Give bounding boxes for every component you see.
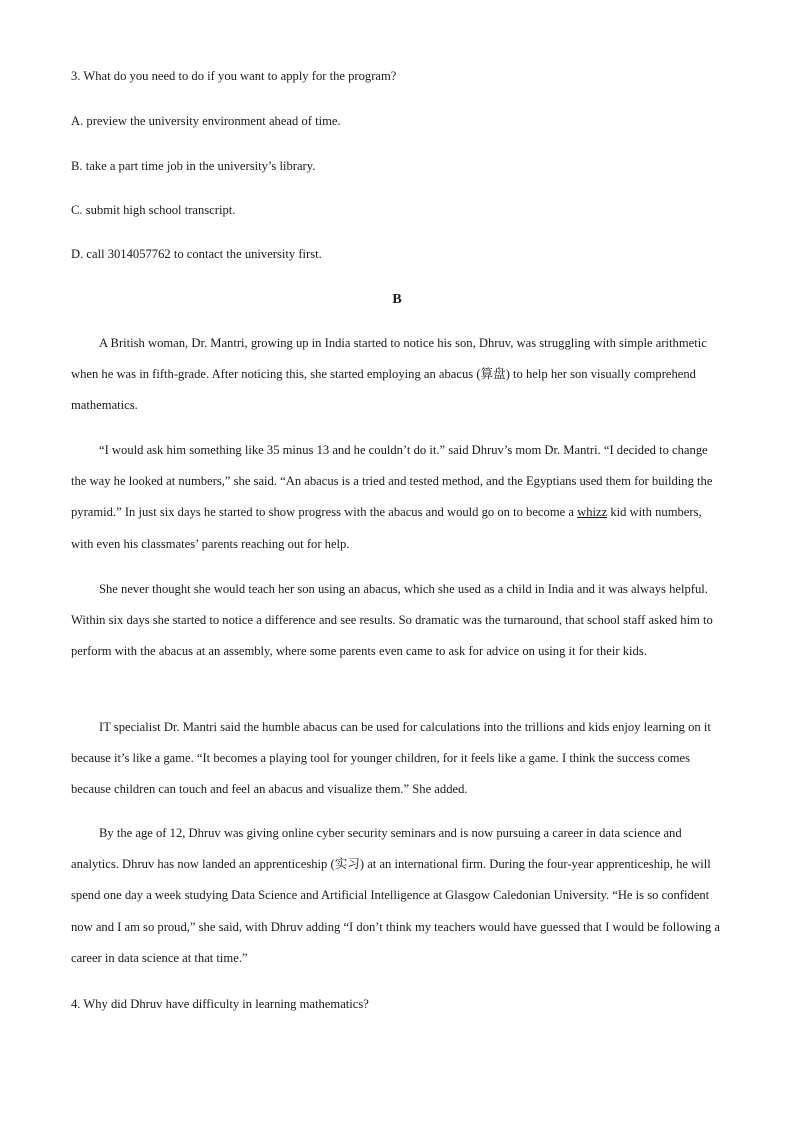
paragraph-2-text-end: kid with numbers, with even his classmates’ parents reaching out for help. [71, 505, 702, 551]
passage-paragraph-5: By the age of 12, Dhruv was giving online cyber security seminars and is now pursuing a career in data science and analytics. Dhruv has now landed an apprenticeship (实习) at an international firm. During the four-year apprenticeship, he will spend one day a week studying Data Science and Artificial Intelligence at Glasgow Caledonian University. “He is so confident now and I am so proud,” she said, with Dhruv adding “I don’t think my teachers would have guessed that I would be following a career in data science at that time.” [71, 826, 720, 965]
section-label: B [392, 292, 402, 307]
passage-paragraph-4: IT specialist Dr. Mantri said the humble abacus can be used for calculations into the trillions and kids enjoy learning on it because it’s like a game. “It becomes a playing tool for younger children, for it feels like a game. I think the success comes because children can touch and feel an abacus and visualize them.” She added. [71, 720, 711, 797]
question-3-option-a: A. preview the university environment ahead of time. [71, 114, 341, 128]
underlined-word: whizz [577, 505, 608, 520]
question-3-option-b: B. take a part time job in the university’s library. [71, 159, 316, 173]
passage-paragraph-1: A British woman, Dr. Mantri, growing up in India started to notice his son, Dhruv, was struggling with simple arithmetic when he was in fifth-grade. After noticing this, she started employing an abacus (算盘) to help her son visually comprehend mathematics. [71, 336, 707, 413]
question-3-option-c: C. submit high school transcript. [71, 203, 236, 217]
question-4-stem: 4. Why did Dhruv have difficulty in learning mathematics? [71, 997, 369, 1011]
question-3-option-d: D. call 3014057762 to contact the university first. [71, 247, 322, 261]
paragraph-2-text-start: “I would ask him something like 35 minus 13 and he couldn’t do it.” said Dhruv’s mom Dr. Mantri. “I decided to change the way he looked at numbers,” she said. “An abacus is a tried and tested method, and the Egyptians used them for building the pyramid.” In just six days he started to show progress with the abacus and would go on to become a [71, 443, 713, 520]
question-3-stem: 3. What do you need to do if you want to apply for the program? [71, 69, 397, 83]
passage-paragraph-2 [71, 435, 723, 560]
passage-paragraph-3: She never thought she would teach her son using an abacus, which she used as a child in India and it was always helpful. Within six days she started to notice a difference and see results. So dramatic was the turnaround, that school staff asked him to perform with the abacus at an assembly, where some parents even came to ask for advice on using it for their kids. [71, 582, 713, 659]
